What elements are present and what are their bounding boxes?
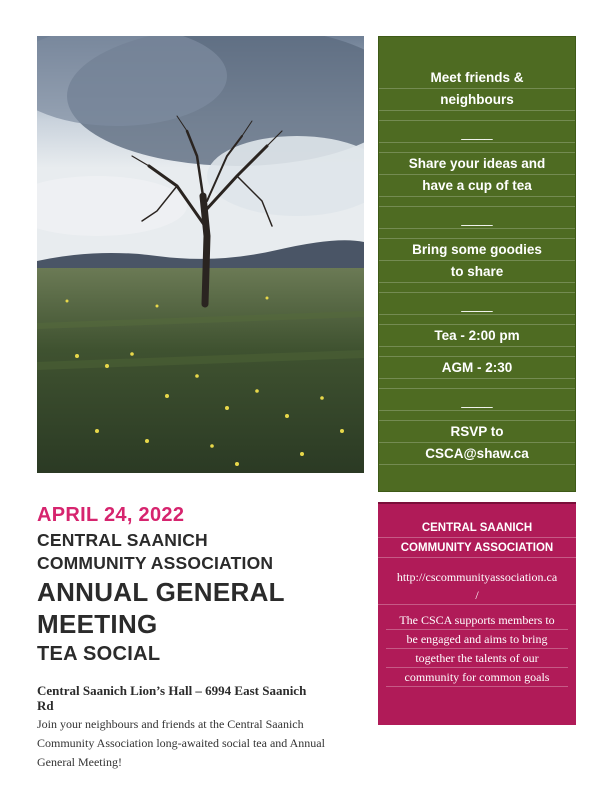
field-tree-photo [37,36,364,473]
venue-line: Rd [37,698,54,713]
sidebar-spacer [379,111,575,121]
sidebar-line-tea-time: Tea - 2:00 pm [379,325,575,347]
venue-line: Central Saanich Lion’s Hall – 6994 East Saanich [37,683,307,698]
sidebar-spacer [379,283,575,293]
sidebar-spacer [379,229,575,239]
organization-box-title-line: COMMUNITY ASSOCIATION [378,538,576,558]
sidebar-line-share-1: Share your ideas and [379,153,575,175]
info-sidebar [378,36,576,492]
website-line[interactable]: http://cscommunityassociation.ca [396,570,558,584]
sidebar-separator: ____ [379,207,575,229]
sidebar-spacer [379,411,575,421]
sidebar-separator: ____ [379,389,575,411]
organization-name-line: CENTRAL SAANICH [37,530,208,550]
organization-website-link[interactable] [378,558,576,605]
organization-box [378,502,576,725]
sidebar-line-meet-1: Meet friends & [379,67,575,89]
sidebar-spacer [379,315,575,325]
sidebar-line-goodies-1: Bring some goodies [379,239,575,261]
description-line: together the talents of our [386,649,568,668]
organization-name [37,529,273,575]
event-title-line: ANNUAL GENERAL [37,577,285,607]
event-title-line: MEETING [37,609,158,639]
sidebar-line-goodies-2: to share [379,261,575,283]
description-line: be engaged and aims to bring [386,630,568,649]
description-line: The CSCA supports members to [386,611,568,630]
organization-box-title-line: CENTRAL SAANICH [378,518,576,538]
sidebar-separator: ____ [379,121,575,143]
sidebar-line-share-2: have a cup of tea [379,175,575,197]
sidebar-spacer [379,347,575,357]
event-intro [37,715,367,772]
intro-line: Community Association long-awaited social tea and Annual [37,736,325,750]
event-date: APRIL 24, 2022 [37,504,185,526]
description-line: community for common goals [386,668,568,687]
event-title [37,576,285,640]
sidebar-line-meet-2: neighbours [379,89,575,111]
sidebar-separator: ____ [379,293,575,315]
sidebar-line-agm-time: AGM - 2:30 [379,357,575,379]
sidebar-line-rsvp: RSVP to [379,421,575,443]
organization-description [378,605,576,687]
event-venue [37,683,367,713]
event-subtitle: TEA SOCIAL [37,643,161,665]
intro-line: General Meeting! [37,755,122,769]
sidebar-line-email[interactable]: CSCA@shaw.ca [379,443,575,465]
organization-box-title [378,504,576,558]
tree-field-image [37,36,364,473]
sidebar-spacer [379,379,575,389]
sidebar-spacer [379,197,575,207]
sidebar-spacer [379,143,575,153]
organization-name-line: COMMUNITY ASSOCIATION [37,553,274,573]
intro-line: Join your neighbours and friends at the Central Saanich [37,717,304,731]
website-line[interactable]: / [475,588,479,602]
